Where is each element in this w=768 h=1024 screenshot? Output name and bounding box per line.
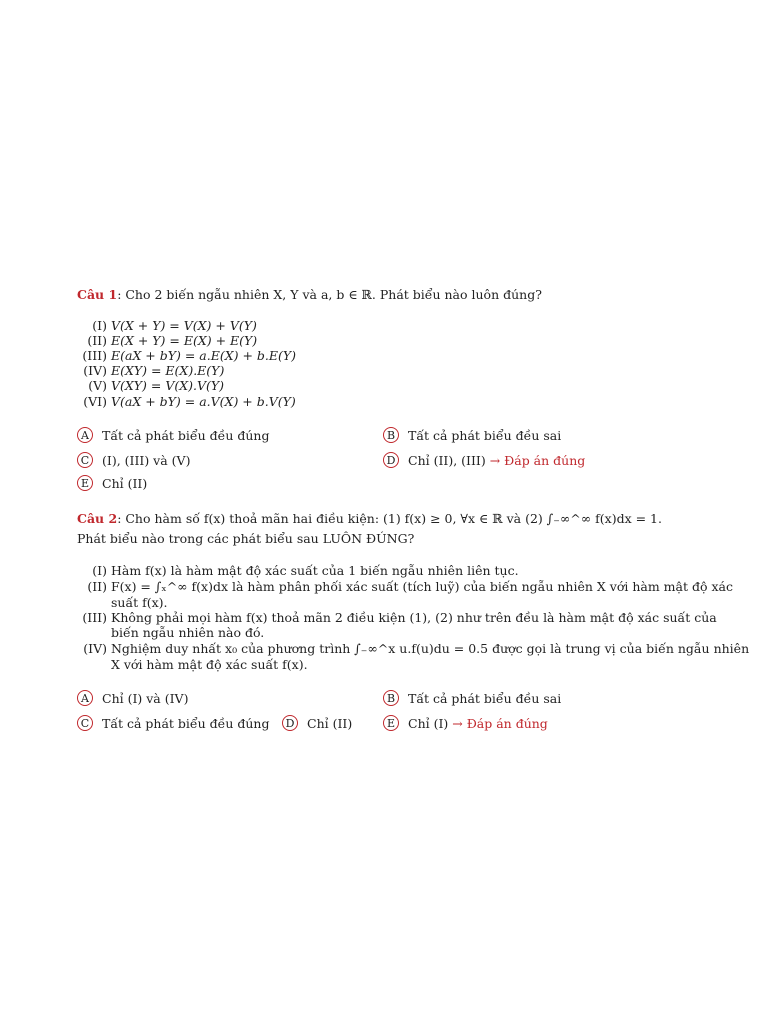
- q2-statement: [77, 579, 733, 594]
- q1-statement-text: V(XY) = V(X).V(Y): [110, 378, 225, 393]
- q2-option-b[interactable]: [383, 690, 561, 706]
- q2-statement-text: Hàm f(x) là hàm mật độ xác suất của 1 biến ngẫu nhiên liên tục.: [110, 563, 519, 578]
- q1-header: [77, 287, 542, 302]
- q2-option-c[interactable]: [77, 715, 269, 731]
- q1-statement: [77, 318, 257, 333]
- option-text: Tất cả phát biểu đều đúng: [102, 715, 270, 731]
- q2-statement-label: (I): [92, 563, 107, 578]
- q2-header: [77, 511, 662, 526]
- option-letter-circle: B: [383, 690, 399, 706]
- q1-statement-text: V(X + Y) = V(X) + V(Y): [110, 318, 257, 333]
- option-text: Chỉ (I): [408, 715, 449, 731]
- q2-statement-text: Nghiệm duy nhất x₀ của phương trình ∫₋∞^x u.f(u)du = 0.5 được gọi là trung vị của biến ngẫu nhiên: [110, 641, 750, 656]
- q1-statement: [77, 333, 257, 348]
- option-letter-circle: C: [77, 715, 93, 731]
- correct-answer-note: → Đáp án đúng: [452, 715, 548, 731]
- option-text: Chỉ (I) và (IV): [102, 690, 189, 706]
- option-letter-circle: A: [77, 690, 93, 706]
- q2-statement-text: F(x) = ∫ₓ^∞ f(x)dx là hàm phân phối xác suất (tích luỹ) của biến ngẫu nhiên X với hàm mật độ xác: [110, 579, 733, 594]
- option-letter-circle: B: [383, 427, 399, 443]
- q2-statement-continuation: suất f(x).: [111, 595, 168, 610]
- option-letter-circle: D: [282, 715, 298, 731]
- option-letter-circle: E: [77, 475, 93, 491]
- q1-prompt: : Cho 2 biến ngẫu nhiên X, Y và a, b ∈ ℝ. Phát biểu nào luôn đúng?: [117, 287, 542, 302]
- q1-statement-label: (I): [92, 318, 107, 333]
- q2-statement-text: Không phải mọi hàm f(x) thoả mãn 2 điều kiện (1), (2) như trên đều là hàm mật độ xác suất của: [110, 610, 717, 625]
- q2-option-d[interactable]: [282, 715, 352, 731]
- q2-statement: [77, 641, 749, 656]
- q1-option-b[interactable]: [383, 427, 561, 443]
- q2-prompt-line2: Phát biểu nào trong các phát biểu sau LUÔN ĐÚNG?: [77, 531, 415, 546]
- q2-number: Câu 2: [77, 511, 118, 526]
- q2-statement: [77, 563, 519, 578]
- option-text: Chỉ (II): [307, 715, 353, 731]
- q2-statement: [77, 610, 717, 625]
- q1-statement: [77, 363, 224, 378]
- option-text: Tất cả phát biểu đều đúng: [102, 427, 270, 443]
- q1-statement-text: E(X + Y) = E(X) + E(Y): [110, 333, 258, 348]
- q1-statement-label: (V): [88, 378, 107, 393]
- option-letter-circle: E: [383, 715, 399, 731]
- option-text: Chỉ (II), (III): [408, 452, 486, 468]
- q2-statement-label: (IV): [83, 641, 107, 656]
- q2-statement-continuation: biến ngẫu nhiên nào đó.: [111, 625, 265, 640]
- option-letter-circle: A: [77, 427, 93, 443]
- option-text: Chỉ (II): [102, 475, 148, 491]
- option-letter-circle: C: [77, 452, 93, 468]
- q1-statement-label: (VI): [83, 394, 107, 409]
- q1-option-e[interactable]: [77, 475, 147, 491]
- q2-statement-continuation: X với hàm mật độ xác suất f(x).: [111, 657, 308, 672]
- q2-statement-label: (III): [82, 610, 107, 625]
- q1-statement: [77, 394, 296, 409]
- q1-statement-label: (III): [82, 348, 107, 363]
- option-text: Tất cả phát biểu đều sai: [408, 427, 562, 443]
- q1-statement-text: E(aX + bY) = a.E(X) + b.E(Y): [110, 348, 297, 363]
- q1-number: Câu 1: [77, 287, 118, 302]
- q1-statement-text: E(XY) = E(X).E(Y): [110, 363, 225, 378]
- option-text: (I), (III) và (V): [102, 452, 191, 468]
- q1-statement: [77, 348, 296, 363]
- option-letter-circle: D: [383, 452, 399, 468]
- option-text: Tất cả phát biểu đều sai: [408, 690, 562, 706]
- q1-statement-text: V(aX + bY) = a.V(X) + b.V(Y): [110, 394, 296, 409]
- q2-prompt-line1: : Cho hàm số f(x) thoả mãn hai điều kiện: (1) f(x) ≥ 0, ∀x ∈ ℝ và (2) ∫₋∞^∞ f(x)dx = 1.: [117, 511, 662, 526]
- q2-option-a[interactable]: [77, 690, 188, 706]
- q1-statement: [77, 378, 224, 393]
- q2-statement-label: (II): [87, 579, 107, 594]
- q2-option-e[interactable]: [383, 715, 548, 731]
- q1-statement-label: (II): [87, 333, 107, 348]
- q1-option-d[interactable]: [383, 452, 585, 468]
- q1-statement-label: (IV): [83, 363, 107, 378]
- correct-answer-note: → Đáp án đúng: [489, 452, 586, 468]
- q1-option-c[interactable]: [77, 452, 190, 468]
- q1-option-a[interactable]: [77, 427, 269, 443]
